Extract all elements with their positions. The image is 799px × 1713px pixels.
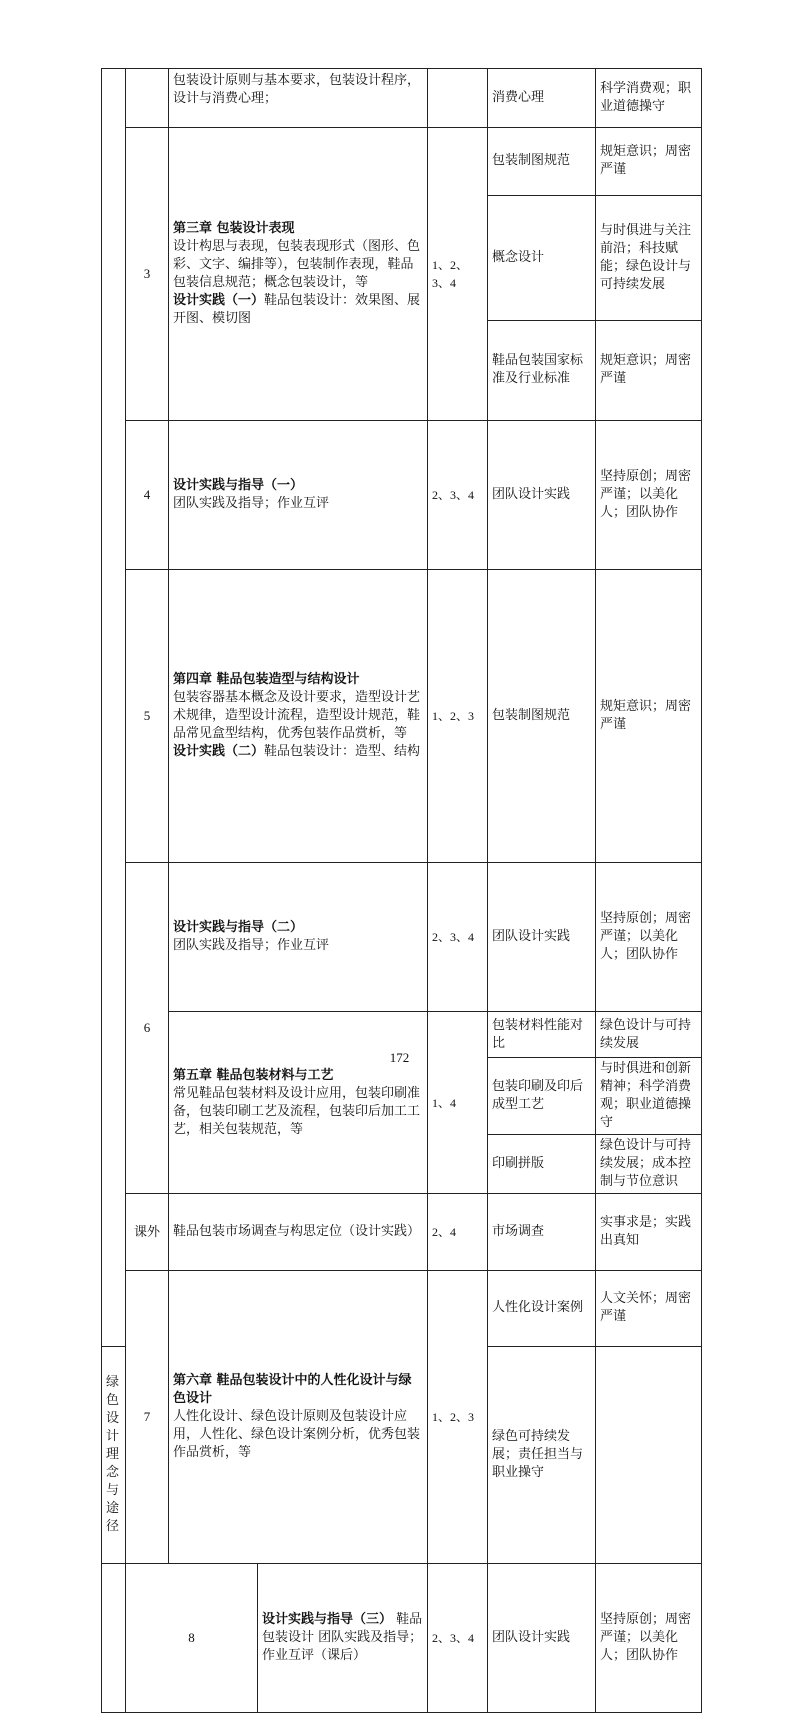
chapter-body: 包装容器基本概念及设计要求，造型设计艺术规律，造型设计流程，造型设计规范，鞋品常见盒型结构，优秀包装作品赏析，等 xyxy=(173,690,421,741)
ideology-cell: 坚持原创；周密严谨；以美化人；团队协作 xyxy=(596,421,702,570)
section-body: 团队实践及指导；作业互评 xyxy=(173,496,330,511)
week-cell: 6 xyxy=(126,863,169,1194)
chapter-title: 第五章 鞋品包装材料与工艺 xyxy=(173,1067,334,1083)
section-body: 团队实践及指导；作业互评 xyxy=(173,938,330,953)
ideology-cell: 规矩意识；周密严谨 xyxy=(596,128,702,196)
page-number: 172 xyxy=(389,1050,410,1065)
ideology-cell: 绿色可持续发展；责任担当与职业操守 xyxy=(488,1346,596,1563)
week-cell: 8 xyxy=(126,1564,258,1713)
week-cell xyxy=(126,69,169,128)
hours-cell: 2、3、4 xyxy=(428,421,488,570)
week-cell: 3 xyxy=(126,128,169,421)
content-cell xyxy=(169,570,428,863)
section-title: 设计实践与指导（一） xyxy=(173,478,304,493)
content-cell xyxy=(169,1012,428,1194)
section-title: 设计实践与指导（三） xyxy=(262,1612,393,1627)
practice-title: 设计实践（二） xyxy=(173,744,265,759)
chapter-body: 人性化设计、绿色设计原则及包装设计应用，人性化、绿色设计案例分析，优秀包装作品赏析，等 xyxy=(173,1409,421,1460)
topic-cell: 消费心理 xyxy=(488,69,596,128)
ideology-cell: 实事求是；实践出真知 xyxy=(596,1194,702,1271)
ideology-cell: 与时俱进和创新精神；科学消费观；职业道德操守 xyxy=(596,1058,702,1135)
content-cell xyxy=(258,1564,428,1713)
practice-body: 鞋品包装设计：效果图、展开图、模切图 xyxy=(173,293,421,326)
content-cell xyxy=(169,421,428,570)
topic-cell: 人性化设计案例 xyxy=(488,1271,596,1347)
topic-cell: 鞋品包装国家标准及行业标准 xyxy=(488,320,596,420)
content-cell xyxy=(169,128,428,421)
syllabus-table xyxy=(101,68,702,1713)
chapter-body: 设计构思与表现，包装表现形式（图形、色彩、文字、编排等），包装制作表现，鞋品包装信息规范；概念包装设计，等 xyxy=(173,239,421,290)
hours-cell: 1、2、3 xyxy=(428,570,488,863)
table-row xyxy=(102,1564,702,1713)
topic-cell: 市场调查 xyxy=(488,1194,596,1271)
hours-cell: 1、4 xyxy=(428,1012,488,1194)
week-cell: 4 xyxy=(126,421,169,570)
content-cell xyxy=(169,863,428,1012)
hours-cell: 1、2、3 xyxy=(428,1271,488,1564)
ideology-cell: 人文关怀；周密严谨 xyxy=(596,1271,702,1347)
topic-cell: 印刷拼版 xyxy=(488,1135,596,1194)
table-row xyxy=(102,570,702,863)
topic-cell: 包装制图规范 xyxy=(488,570,596,863)
hours-cell: 2、3、4 xyxy=(428,863,488,1012)
topic-cell: 绿色设计理念与途径 xyxy=(102,1346,126,1563)
section-body: 鞋品包装设计 团队实践及指导；作业互评（课后） xyxy=(262,1612,423,1663)
left-margin-column xyxy=(102,1564,126,1713)
content-cell xyxy=(169,1271,428,1564)
week-cell: 5 xyxy=(126,570,169,863)
topic-cell: 包装材料性能对比 xyxy=(488,1012,596,1058)
topic-cell: 团队设计实践 xyxy=(488,421,596,570)
ideology-cell: 坚持原创；周密严谨；以美化人；团队协作 xyxy=(596,863,702,1012)
practice-title: 设计实践（一） xyxy=(173,293,265,308)
content-cell: 鞋品包装市场调查与构思定位（设计实践） xyxy=(169,1194,428,1271)
ideology-cell: 科学消费观；职业道德操守 xyxy=(596,69,702,128)
section-title: 设计实践与指导（二） xyxy=(173,920,304,935)
table-row xyxy=(102,863,702,1012)
table-row xyxy=(102,69,702,128)
hours-cell: 2、4 xyxy=(428,1194,488,1271)
ideology-cell: 绿色设计与可持续发展；成本控制与节位意识 xyxy=(596,1135,702,1194)
table-row xyxy=(102,1271,702,1347)
ideology-cell: 与时俱进与关注前沿；科技赋能；绿色设计与可持续发展 xyxy=(596,195,702,320)
hours-cell: 1、2、3、4 xyxy=(428,128,488,421)
topic-cell: 包装制图规范 xyxy=(488,128,596,196)
week-cell: 课外 xyxy=(126,1194,169,1271)
topic-cell: 概念设计 xyxy=(488,195,596,320)
table-row xyxy=(102,1194,702,1271)
week-cell: 7 xyxy=(126,1271,169,1564)
ideology-cell: 绿色设计与可持续发展 xyxy=(596,1012,702,1058)
table-row xyxy=(102,128,702,196)
left-margin-column xyxy=(102,69,126,1347)
table-row xyxy=(102,421,702,570)
practice-body: 鞋品包装设计：造型、结构 xyxy=(264,744,421,759)
chapter-body: 常见鞋品包装材料及设计应用，包装印刷准备，包装印刷工艺及流程，包装印后加工工艺，相关包装规范，等 xyxy=(173,1085,421,1137)
chapter-title: 第三章 包装设计表现 xyxy=(173,221,295,236)
topic-cell: 团队设计实践 xyxy=(488,863,596,1012)
ideology-cell: 规矩意识；周密严谨 xyxy=(596,570,702,863)
topic-cell: 包装印刷及印后成型工艺 xyxy=(488,1058,596,1135)
topic-cell: 团队设计实践 xyxy=(488,1564,596,1713)
hours-cell xyxy=(428,69,488,128)
chapter-title: 第四章 鞋品包装造型与结构设计 xyxy=(173,672,360,687)
hours-cell: 2、3、4 xyxy=(428,1564,488,1713)
content-cell: 包装设计原则与基本要求，包装设计程序，设计与消费心理； xyxy=(169,69,428,128)
ideology-cell: 规矩意识；周密严谨 xyxy=(596,320,702,420)
ideology-cell: 坚持原创；周密严谨；以美化人；团队协作 xyxy=(596,1564,702,1713)
chapter-title: 第六章 鞋品包装设计中的人性化设计与绿色设计 xyxy=(173,1373,412,1406)
